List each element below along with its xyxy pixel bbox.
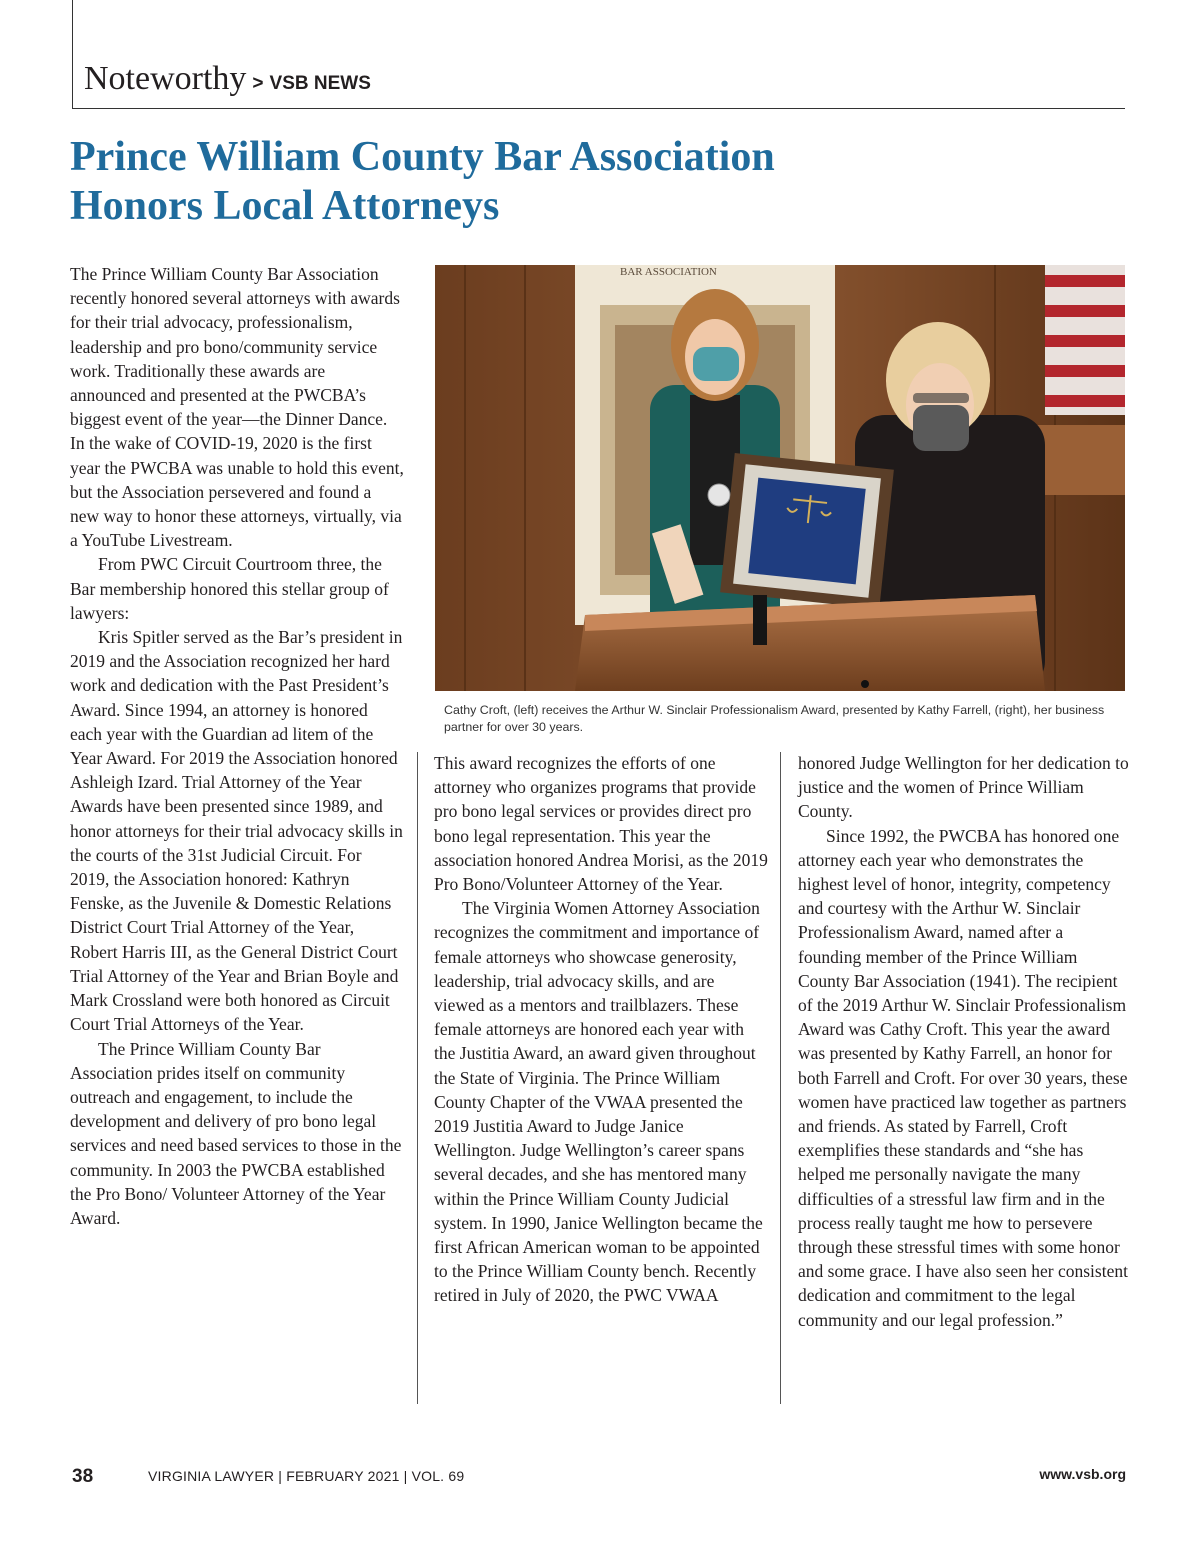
- paragraph: Kris Spitler served as the Bar’s president in 2019 and the Association recognized her hard work and dedication with the Past President’s Award. Since 1994, an attorney is honored each year with the Guardian ad litem of the Year Award. For 2019 the Association honored Ashleigh Izard. Trial Attorney of the Year Awards have been presented since 1989, and honor attorneys for their trial advocacy skills in the courts of the 31st Judicial Circuit. For 2019, the Association honored: Kathryn Fenske, as the Juvenile & Domestic Relations District Court Trial Attorney of the Year, Robert Harris III, as the General District Court Trial Attorney of the Year and Brian Boyle and Mark Crossland were both honored as Circuit Court Trial Attorneys of the Year.: [70, 627, 403, 1035]
- header-horizontal-rule: [72, 108, 1125, 109]
- header-vertical-rule: [72, 0, 73, 108]
- paragraph: From PWC Circuit Courtroom three, the Bar membership honored this stellar group of lawyers:: [70, 554, 389, 623]
- article-column-2: [434, 751, 768, 1308]
- page-number: 38: [72, 1466, 94, 1487]
- section-name: Noteworthy: [84, 60, 247, 97]
- website-link[interactable]: www.vsb.org: [1039, 1466, 1126, 1482]
- paragraph: Since 1992, the PWCBA has honored one attorney each year who demonstrates the highest level of honor, integrity, competency and courtesy with the Arthur W. Sinclair Professionalism Award, named after a founding member of the Prince William County Bar Association (1941). The recipient of the 2019 Arthur W. Sinclair Professionalism Award was Cathy Croft. This year the award was presented by Kathy Farrell, an honor for both Farrell and Croft. For over 30 years, these women have practiced law together as partners and friends. As stated by Farrell, Croft exemplifies these standards and “she has helped me personally navigate the many difficulties of a stressful law firm and in the process really taught me how to persevere through these stressful times with some honor and some grace. I have also seen her consistent dedication and commitment to the legal community and our legal profession.”: [798, 825, 1128, 1330]
- paragraph: The Prince William County Bar Association prides itself on community outreach and engagement, to include the development and delivery of pro bono legal services and need based services to those in the community. In 2003 the PWCBA established the Pro Bono/ Volunteer Attorney of the Year Award.: [70, 1038, 402, 1228]
- section-header: [84, 60, 371, 98]
- article-column-3: [798, 751, 1130, 1332]
- paragraph: The Prince William County Bar Association recently honored several attorneys with awards for their trial advocacy, professionalism, leadership and pro bono/community service work. Traditionally these awards are announced and presented at the PWCBA’s biggest event of the year—the Dinner Dance. In the wake of COVID-19, 2020 is the first year the PWCBA was unable to hold this event, but the Association persevered and found a new way to honor these attorneys, virtually, via a YouTube Livestream.: [70, 264, 404, 551]
- photo-sign-text: BAR ASSOCIATION: [620, 266, 717, 278]
- column-divider: [780, 752, 781, 1404]
- headline-line-1: Prince William County Bar Association: [70, 134, 775, 180]
- article-photo: [435, 265, 1125, 691]
- section-subsection: VSB NEWS: [269, 73, 371, 94]
- article-headline: [70, 133, 1070, 231]
- article-column-1: [70, 262, 404, 1230]
- paragraph: honored Judge Wellington for her dedication to justice and the women of Prince William County.: [798, 753, 1129, 822]
- section-separator: >: [252, 73, 264, 94]
- magazine-info: VIRGINIA LAWYER | FEBRUARY 2021 | VOL. 69: [148, 1468, 465, 1484]
- headline-line-2: Honors Local Attorneys: [70, 183, 500, 229]
- paragraph: The Virginia Women Attorney Association recognizes the commitment and importance of female attorneys who showcase generosity, leadership, trial advocacy skills, and are viewed as a mentors and trailblazers. These female attorneys are honored each year with the Justitia Award, an award given throughout the State of Virginia. The Prince William County Chapter of the VWAA presented the 2019 Justitia Award to Judge Janice Wellington. Judge Wellington’s career spans several decades, and she has mentored many within the Prince William County Judicial system. In 1990, Janice Wellington became the first African American woman to be appointed to the Prince William County bench. Recently retired in July of 2020, the PWC VWAA: [434, 898, 763, 1306]
- paragraph: This award recognizes the efforts of one attorney who organizes programs that provide pro bono legal services or provides direct pro bono legal representation. This year the association honored Andrea Morisi, as the 2019 Pro Bono/Volunteer Attorney of the Year.: [434, 753, 768, 895]
- photo-caption: Cathy Croft, (left) receives the Arthur W. Sinclair Professionalism Award, presented by Kathy Farrell, (right), her business partner for over 30 years.: [444, 703, 1105, 734]
- column-divider: [417, 752, 418, 1404]
